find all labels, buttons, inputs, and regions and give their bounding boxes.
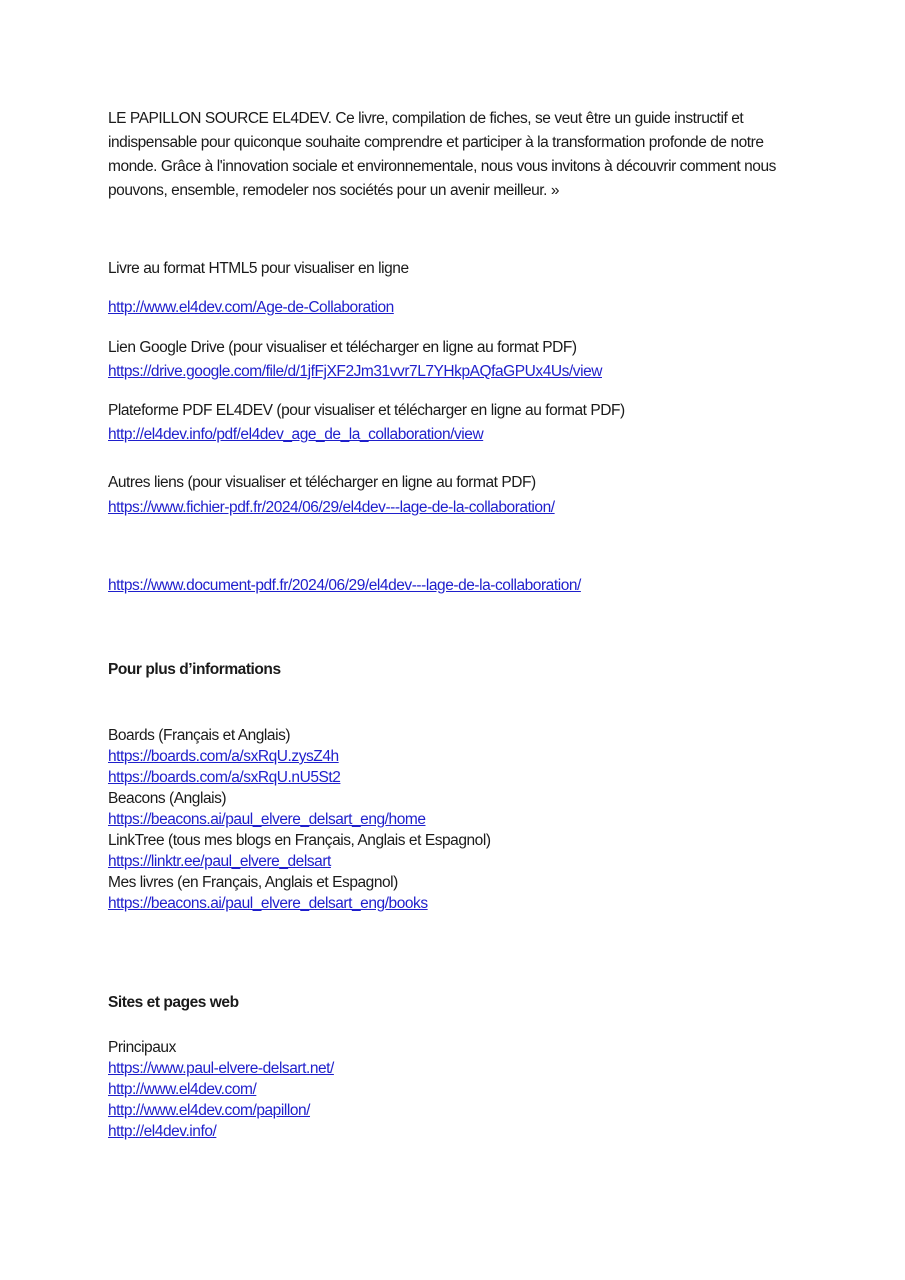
fichier-pdf-link[interactable]: https://www.fichier-pdf.fr/2024/06/29/el4dev---lage-de-la-collaboration/ [108, 499, 555, 516]
pdf-platform-link[interactable]: http://el4dev.info/pdf/el4dev_age_de_la_collaboration/view [108, 426, 484, 443]
document-pdf-link[interactable]: https://www.document-pdf.fr/2024/06/29/el4dev---lage-de-la-collaboration/ [108, 577, 581, 594]
linktree-label: LinkTree (tous mes blogs en Français, Anglais et Espagnol) [108, 832, 491, 849]
more-info-list [108, 725, 491, 914]
site-link-el4dev-com[interactable]: http://www.el4dev.com/ [108, 1081, 257, 1098]
other-links-label: Autres liens (pour visualiser et télécharger en ligne au format PDF) [108, 474, 536, 491]
more-info-heading: Pour plus d’informations [108, 661, 281, 678]
sites-heading: Sites et pages web [108, 994, 239, 1011]
site-link-el4dev-info[interactable]: http://el4dev.info/ [108, 1123, 217, 1140]
boards-link-2[interactable]: https://boards.com/a/sxRqU.nU5St2 [108, 769, 341, 786]
pdf-platform-label: Plateforme PDF EL4DEV (pour visualiser et télécharger en ligne au format PDF) [108, 402, 625, 419]
html5-label: Livre au format HTML5 pour visualiser en ligne [108, 260, 409, 277]
books-label: Mes livres (en Français, Anglais et Espagnol) [108, 874, 398, 891]
site-link-papillon[interactable]: http://www.el4dev.com/papillon/ [108, 1102, 311, 1119]
site-link-paul-elvere-delsart[interactable]: https://www.paul-elvere-delsart.net/ [108, 1060, 334, 1077]
intro-paragraph: LE PAPILLON SOURCE EL4DEV. Ce livre, compilation de fiches, se veut être un guide instructif et indispensable pour quiconque souhaite comprendre et participer à la transformation profonde de notre monde. Grâce à l'innovation sociale et environnementale, nous vous invitons à découvrir comment nous pouvons, ensemble, remodeler nos sociétés pour un avenir meilleur. » [108, 110, 776, 199]
beacons-label: Beacons (Anglais) [108, 790, 227, 807]
linktree-link[interactable]: https://linktr.ee/paul_elvere_delsart [108, 853, 331, 870]
beacons-link[interactable]: https://beacons.ai/paul_elvere_delsart_eng/home [108, 811, 426, 828]
boards-link-1[interactable]: https://boards.com/a/sxRqU.zysZ4h [108, 748, 339, 765]
google-drive-link[interactable]: https://drive.google.com/file/d/1jfFjXF2Jm31vvr7L7YHkpAQfaGPUx4Us/view [108, 363, 602, 380]
sites-main-label: Principaux [108, 1039, 176, 1056]
boards-label: Boards (Français et Anglais) [108, 727, 291, 744]
google-drive-label: Lien Google Drive (pour visualiser et télécharger en ligne au format PDF) [108, 339, 577, 356]
books-link[interactable]: https://beacons.ai/paul_elvere_delsart_eng/books [108, 895, 428, 912]
sites-list [108, 1037, 334, 1142]
html5-link[interactable]: http://www.el4dev.com/Age-de-Collaboration [108, 299, 394, 316]
